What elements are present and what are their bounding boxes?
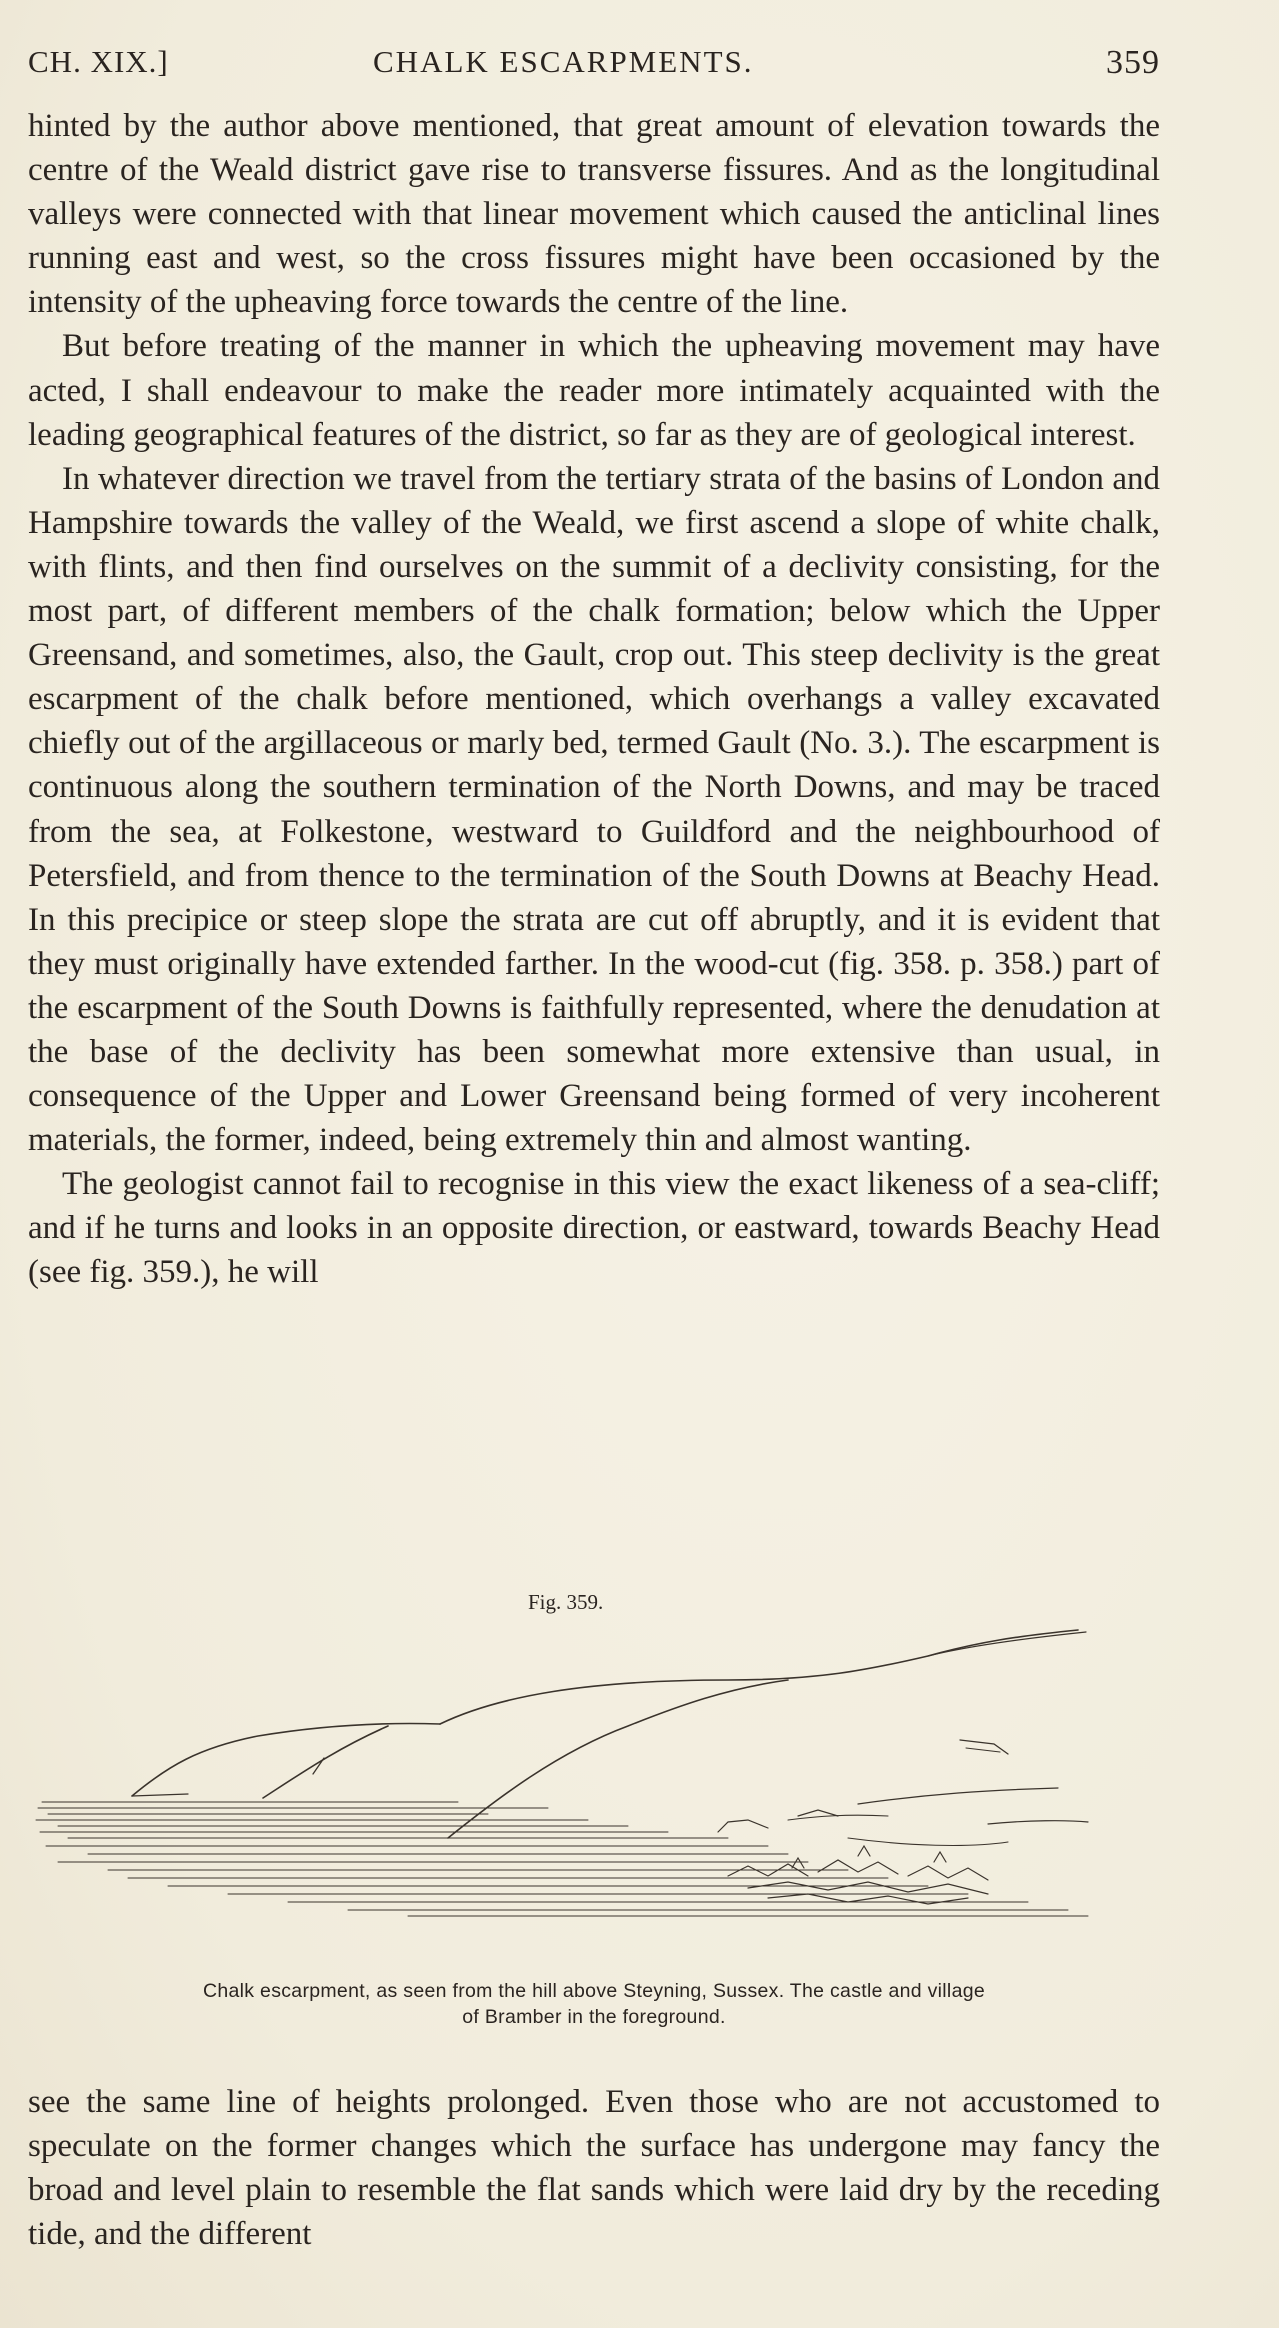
caption-line-2: of Bramber in the foreground. [462, 2006, 726, 2028]
body-text-bottom [28, 2080, 1160, 2256]
paragraph-2: But before treating of the manner in which the upheaving movement may have acted, I shall endeavour to make the reader more intimately acquainted with the leading geographical features of the district, so far as they are of geological interest. [28, 328, 1160, 453]
paragraph-5: see the same line of heights prolonged. Even those who are not accustomed to speculate on the former changes which the surface has undergone may fancy the broad and level plain to resemble the flat sands which were laid dry by the receding tide, and the different [28, 2084, 1160, 2253]
figure-359 [28, 1576, 1160, 1986]
ridge-line-upper [928, 1632, 1086, 1656]
figure-caption [28, 1978, 1160, 2030]
body-text-top [28, 104, 1160, 1295]
caption-line-1: Chalk escarpment, as seen from the hill above Steyning, Sussex. The castle and village [202, 1980, 985, 2002]
hill-mark [313, 1758, 324, 1774]
plain-line-3 [848, 1838, 1008, 1845]
paragraph-4: The geologist cannot fail to recognise in this view the exact likeness of a sea-cliff; and if he turns and looks in an opposite direction, or eastward, towards Beachy Head (see fig. 359.), he will [28, 1166, 1160, 1291]
plain-line-1 [858, 1788, 1058, 1804]
chapter-label: CH. XIX.] [28, 44, 169, 79]
paragraph-3: In whatever direction we travel from the tertiary strata of the basins of London and Hampshire towards the valley of the Weald, we first ascend a slope of white chalk, with flints, and then find ourselves on the summit of a declivity consisting, for the most part, of different members of the chalk formation; below which the Upper Greensand, and sometimes, also, the Gault, crop out. This steep declivity is the great escarpment of the chalk before mentioned, which overhangs a valley excavated chiefly out of the argillaceous or marly bed, termed Gault (No. 3.). The escarpment is continuous along the southern termination of the North Downs, and may be traced from the sea, at Folkestone, westward to Guildford and the neighbourhood of Petersfield, and from thence to the termination of the South Downs at Beachy Head. In this precipice or steep slope the strata are cut off abruptly, and it is evident that they must originally have extended farther. In the wood-cut (fig. 358. p. 358.) part of the escarpment of the South Downs is faithfully represented, where the denudation at the base of the declivity has been somewhat more extensive than usual, in consequence of the Upper and Lower Greensand being formed of very incoherent materials, the former, indeed, being extremely thin and almost wanting. [28, 460, 1160, 1159]
escarpment-slope-1 [263, 1726, 388, 1798]
distant-stroke-2 [966, 1748, 1000, 1752]
figure-label: Fig. 359. [528, 1590, 604, 1614]
left-hill [132, 1724, 440, 1797]
ridge-line [440, 1630, 1078, 1724]
foreground-hatching [36, 1802, 1088, 1916]
escarpment-illustration [28, 1576, 1160, 1986]
left-hill-base [132, 1794, 188, 1796]
running-title: CHALK ESCARPMENTS. [373, 44, 754, 79]
distant-stroke-1 [960, 1740, 1008, 1754]
paragraph-1: hinted by the author above mentioned, that great amount of elevation towards the centre of the Weald district gave rise to transverse fissures. And as the longitudinal valleys were connected with that linear movement which caused the anticlinal lines running east and west, so the cross fissures might have been occasioned by the intensity of the upheaving force towards the centre of the line. [28, 108, 1160, 321]
plain-line-2 [988, 1821, 1088, 1824]
village-cluster [728, 1846, 988, 1904]
running-header [28, 44, 1160, 88]
castle-marks [718, 1810, 838, 1832]
page-number: 359 [1106, 44, 1160, 81]
